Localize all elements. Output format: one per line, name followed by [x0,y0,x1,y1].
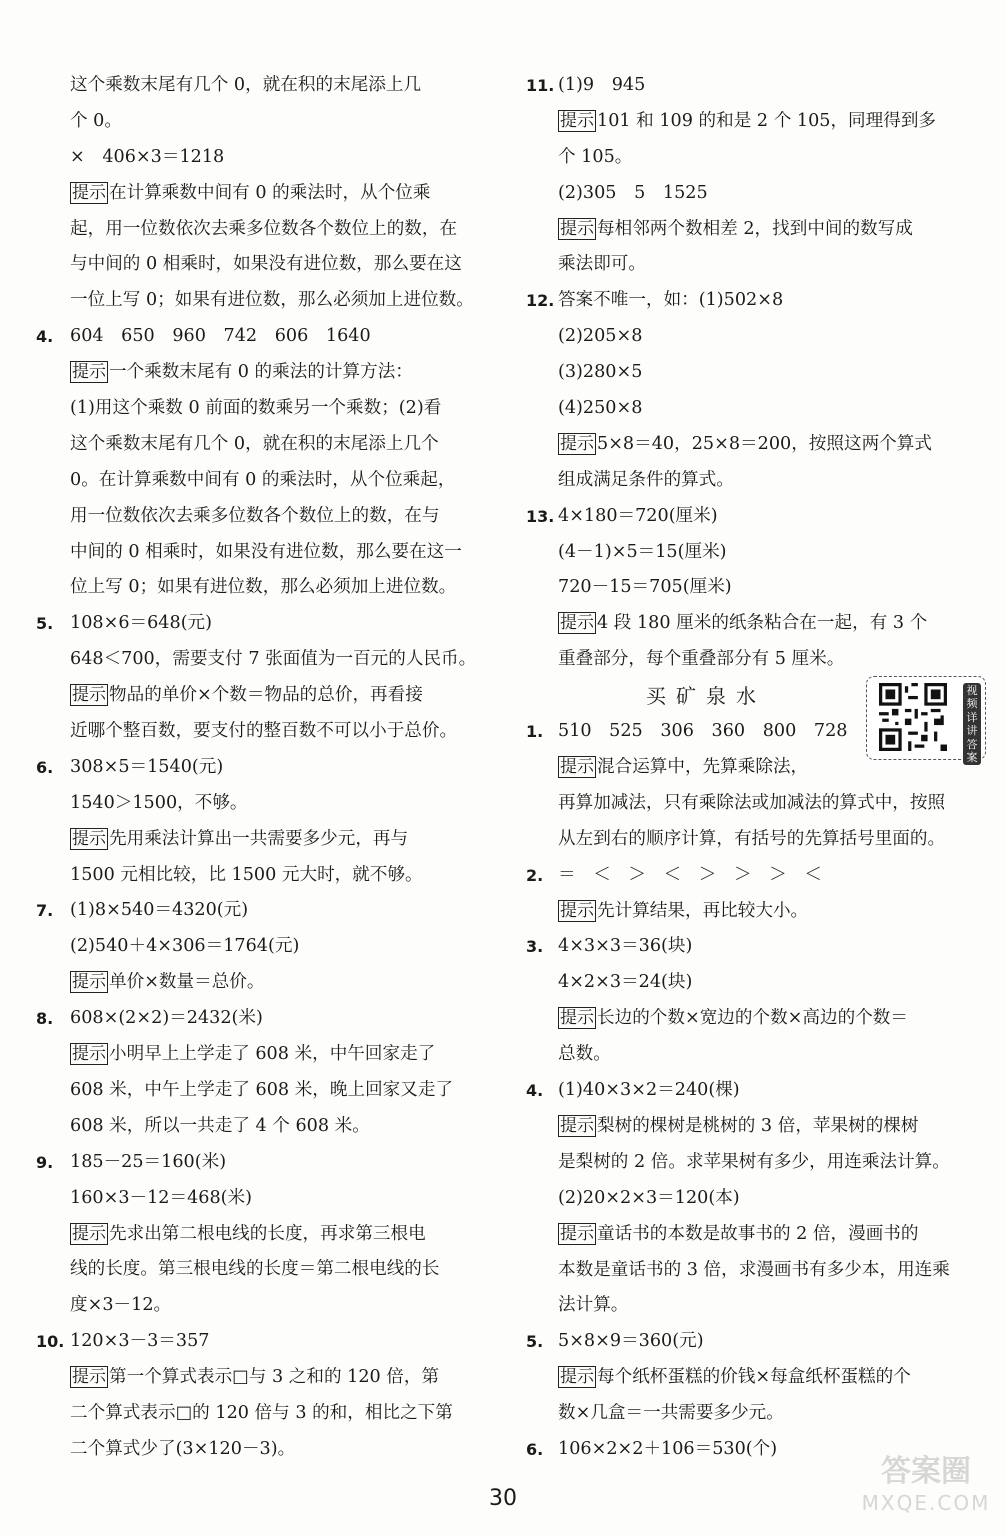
line-content [558,1073,740,1109]
text-line [526,319,988,355]
question-number: 9. [36,1152,54,1172]
line-text: (1)9 945 [558,75,646,95]
text-line [36,212,498,248]
text-line [36,1181,498,1217]
line-text: 108×6＝648(元) [70,613,213,634]
line-content [70,1181,252,1217]
line-text: (1)用这个乘数 0 前面的数乘另一个乘数；(2)看 [70,398,442,419]
line-content [70,1109,370,1145]
line-content [70,319,371,355]
line-text: 小明早上上学走了 608 米，中午回家走了 [109,1044,436,1065]
hint-label: 提示 [72,182,106,203]
line-text: 数×几盒＝一共需要多少元。 [558,1403,784,1424]
line-content [558,140,632,176]
line-content [558,68,645,104]
hint-label: 提示 [560,218,594,239]
text-line [36,1001,498,1037]
text-line [526,176,988,212]
line-content [70,750,223,786]
line-text: 308×5＝1540(元) [70,756,224,777]
line-content [558,499,718,535]
line-content [70,570,456,606]
text-line [526,391,988,427]
text-line [526,427,988,463]
line-text: 长边的个数×宽边的个数×高边的个数＝ [597,1008,908,1029]
line-text: 101 和 109 的和是 2 个 105，同理得到多 [597,110,937,131]
hint-label: 提示 [72,972,106,993]
text-line [526,247,988,283]
line-content [558,1432,777,1468]
page-number: 30 [489,1486,517,1511]
line-text: 120×3－3＝357 [70,1331,210,1352]
line-content [70,68,421,104]
line-text: ＝ ＜ ＞ ＜ ＞ ＞ ＞ ＜ [558,864,822,885]
text-line [36,642,498,678]
text-line [526,283,988,319]
qr-code-icon [873,683,953,751]
line-text: 5×8×9＝360(元) [558,1331,704,1352]
text-line [526,1109,988,1145]
line-text: × 406×3＝1218 [70,146,225,167]
line-content [70,1288,171,1324]
left-column [36,68,498,1468]
text-line [36,1324,498,1360]
line-content [70,929,299,965]
line-text: 二个算式表示□的 120 倍与 3 的和，相比之下第 [70,1402,453,1423]
line-text: 185－25＝160(米) [70,1151,227,1172]
line-text: 度×3－12。 [70,1295,172,1316]
question-number: 3. [526,937,544,957]
line-text: 与中间的 0 相乘时，如果没有进位数，那么要在这 [70,254,462,275]
line-text: 608×(2×2)＝2432(米) [70,1008,263,1029]
line-text: 4×180＝720(厘米) [558,505,718,526]
hint-label: 提示 [72,1044,106,1065]
line-content [70,427,439,463]
text-line [526,894,988,930]
line-content [70,1432,295,1468]
right-column [526,68,988,1468]
line-content [70,893,248,929]
line-content [70,499,439,535]
text-line [526,822,988,858]
line-text: 二个算式少了(3×120－3)。 [70,1438,296,1459]
text-line [526,1253,988,1289]
text-line [526,140,988,176]
text-line [36,319,498,355]
text-line [526,212,988,248]
text-line [36,247,498,283]
hint-label: 提示 [560,1223,594,1244]
line-content [70,642,476,678]
text-line [526,786,988,822]
line-content [70,1145,226,1181]
text-line [36,283,498,319]
line-content [558,104,936,140]
line-content [558,1037,611,1073]
text-line [36,714,498,750]
text-line [36,893,498,929]
text-line [36,427,498,463]
line-content [70,786,248,822]
line-content [558,427,932,463]
line-content [70,1360,439,1396]
text-line [36,858,498,894]
text-line [526,1145,988,1181]
watermark-bottom: MXQE.COM [861,1491,991,1515]
line-content [558,750,808,786]
text-line [36,1288,498,1324]
line-text: 0。在计算乘数中间有 0 的乘法时，从个位乘起， [70,469,456,490]
text-line [36,1073,498,1109]
text-line [36,140,498,176]
text-line [526,929,988,965]
line-content [558,1288,628,1324]
question-number: 12. [526,291,555,311]
text-line [526,965,988,1001]
line-text: 1500 元相比较，比 1500 元大时，就不够。 [70,864,423,885]
line-text: 位上写 0；如果有进位数，那么必须加上进位数。 [70,577,457,598]
line-content [558,786,945,822]
hint-label: 提示 [72,362,106,383]
line-text: (1)40×3×2＝240(棵) [558,1080,740,1101]
line-content [70,822,408,858]
line-content [70,1001,263,1037]
line-text: (2)20×2×3＝120(本) [558,1187,740,1208]
hint-label: 提示 [72,828,106,849]
line-text: 4×2×3＝24(块) [558,972,693,993]
line-content [558,176,708,212]
line-text: (2)540＋4×306＝1764(元) [70,936,300,957]
line-content [70,247,462,283]
line-text: 个 105。 [558,146,633,167]
line-text: 4×3×3＝36(块) [558,936,693,957]
text-line [36,535,498,571]
text-line [36,499,498,535]
text-line [36,1109,498,1145]
text-line [36,750,498,786]
question-number: 4. [36,327,54,347]
text-line [36,786,498,822]
line-text: 720－15＝705(厘米) [558,577,732,598]
line-text: 单价×数量＝总价。 [109,972,265,993]
line-text: 答案不唯一，如：(1)502×8 [558,290,784,311]
line-text: 先求出第二根电线的长度，再求第三根电 [109,1223,426,1244]
hint-label: 提示 [72,685,106,706]
line-content [70,391,441,427]
text-line [526,570,988,606]
text-line [526,355,988,391]
text-line [36,463,498,499]
line-content [558,283,783,319]
text-line [526,606,988,642]
line-text: 混合运算中，先算乘除法， [597,757,809,778]
section-title: 买矿泉水 [646,684,766,709]
line-text: 608 米，中午上学走了 608 米，晚上回家又走了 [70,1079,454,1100]
line-content [558,1253,950,1289]
text-line [526,499,988,535]
text-line [36,1145,498,1181]
line-content [558,1217,918,1253]
line-text: 是梨树的 2 倍。求苹果树有多少，用连乘法计算。 [558,1151,950,1172]
line-content [558,1001,908,1037]
line-content [558,535,727,571]
line-text: 起，用一位数依次去乘多位数各个数位上的数，在 [70,218,458,239]
line-text: (4)250×8 [558,398,643,419]
line-content [70,714,457,750]
text-line [526,1288,988,1324]
line-content [70,1037,435,1073]
line-text: 童话书的本数是故事书的 2 倍，漫画书的 [597,1223,919,1244]
line-text: (4－1)×5＝15(厘米) [558,541,727,562]
line-text: 物品的单价×个数＝物品的总价，再看接 [109,685,423,706]
question-number: 1. [526,722,544,742]
line-text: 一个乘数末尾有 0 的乘法的计算方法： [109,362,413,383]
text-line [526,1360,988,1396]
text-line [526,68,988,104]
text-line [526,535,988,571]
hint-label: 提示 [560,900,594,921]
text-line [526,1073,988,1109]
line-text: (3)280×5 [558,362,643,383]
text-line [36,965,498,1001]
text-line [526,104,988,140]
line-content [558,355,642,391]
hint-label: 提示 [560,613,594,634]
text-line [36,1432,498,1468]
line-text: 这个乘数末尾有几个 0，就在积的末尾添上几 [70,75,422,95]
text-line [36,822,498,858]
text-line [36,1396,498,1432]
question-number: 6. [526,1439,544,1459]
text-line [36,1252,498,1288]
hint-label: 提示 [560,757,594,778]
line-text: 在计算乘数中间有 0 的乘法时，从个位乘 [109,182,431,203]
qr-label: 视频详讲答案 [963,683,981,765]
text-line [36,606,498,642]
line-content [558,1109,918,1145]
question-number: 13. [526,506,555,526]
line-content [558,822,945,858]
line-text: 160×3－12＝468(米) [70,1187,252,1208]
line-text: 近哪个整百数，要支付的整百数不可以小于总价。 [70,721,458,742]
line-text: 106×2×2＋106＝530(个) [558,1438,778,1459]
text-line [526,1181,988,1217]
line-text: 每个纸杯蛋糕的价钱×每盒纸杯蛋糕的个 [597,1367,911,1388]
line-text: 每相邻两个数相差 2，找到中间的数写成 [597,218,913,239]
text-line [526,1217,988,1253]
text-line [526,463,988,499]
line-text: 510 525 306 360 800 728 [558,721,848,742]
line-text: 线的长度。第三根电线的长度＝第二根电线的长 [70,1259,440,1280]
line-content [558,606,927,642]
line-text: 5×8＝40，25×8＝200，按照这两个算式 [597,433,932,454]
text-line [526,858,988,894]
line-content [558,247,646,283]
answers-11-13 [526,68,988,678]
line-text: 从左到右的顺序计算，有括号的先算括号里面的。 [558,828,946,849]
line-text: 一位上写 0；如果有进位数，那么必须加上进位数。 [70,290,474,311]
line-text: 总数。 [558,1044,611,1065]
hint-label: 提示 [72,1223,106,1244]
hint-label: 提示 [560,110,594,131]
text-line [526,1396,988,1432]
text-line [36,391,498,427]
line-text: 本数是童话书的 3 倍，求漫画书有多少本，用连乘 [558,1259,950,1280]
line-text: 组成满足条件的算式。 [558,469,734,490]
hint-label: 提示 [560,1367,594,1388]
hint-label: 提示 [72,1367,106,1388]
line-text: 第一个算式表示□与 3 之和的 120 倍，第 [109,1367,440,1388]
question-number: 11. [526,76,555,95]
line-text: 乘法即可。 [558,254,646,275]
line-content [70,283,474,319]
line-content [70,965,265,1001]
line-content [558,1396,784,1432]
line-content [558,858,822,894]
line-content [70,176,430,212]
line-text: 中间的 0 相乘时，如果没有进位数，那么要在这一 [70,541,462,562]
line-text: 法计算。 [558,1295,629,1316]
line-content [558,642,844,678]
text-line [526,642,988,678]
question-number: 8. [36,1009,54,1029]
line-content [558,929,692,965]
line-text: 梨树的棵树是桃树的 3 倍，苹果树的棵树 [597,1115,919,1136]
text-line [36,176,498,212]
hint-label: 提示 [560,1008,594,1029]
line-content [70,1073,453,1109]
text-line [36,355,498,391]
text-line [36,678,498,714]
line-content [558,570,732,606]
text-line [36,104,498,140]
line-text: 再算加减法，只有乘除法或加减法的算式中，按照 [558,792,946,813]
question-number: 5. [36,614,54,634]
text-line [526,1324,988,1360]
line-content [558,1181,740,1217]
qr-code-box[interactable] [866,676,986,765]
line-content [558,894,808,930]
line-text: 先计算结果，再比较大小。 [597,900,809,921]
answers-mai-kuangquanshui [526,714,988,1468]
line-content [70,678,423,714]
line-content [70,606,212,642]
line-content [70,1252,439,1288]
line-text: 648＜700，需要支付 7 张面值为一百元的人民币。 [70,649,477,670]
line-content [558,1145,950,1181]
line-text: 604 650 960 742 606 1640 [70,326,371,347]
line-text: 重叠部分，每个重叠部分有 5 厘米。 [558,649,845,670]
line-content [70,535,462,571]
line-text: 个 0。 [70,110,122,131]
text-line [36,1360,498,1396]
line-content [558,319,642,355]
line-content [558,463,734,499]
hint-label: 提示 [560,433,594,454]
question-number: 6. [36,757,54,777]
text-line [36,1037,498,1073]
question-number: 7. [36,901,54,921]
line-content [70,355,413,391]
question-number: 5. [526,1332,544,1352]
line-content [558,1360,911,1396]
text-line [526,1037,988,1073]
line-content [558,714,847,750]
line-content [558,1324,704,1360]
line-content [70,1217,426,1253]
line-text: (2)205×8 [558,326,643,347]
question-number: 4. [526,1081,544,1101]
line-content [70,1324,209,1360]
line-content [558,965,692,1001]
line-text: 4 段 180 厘米的纸条粘合在一起，有 3 个 [597,613,928,634]
text-line [36,929,498,965]
line-content [70,212,457,248]
line-text: 先用乘法计算出一共需要多少元，再与 [109,828,409,849]
watermark-top: 答案圈 [881,1454,971,1489]
line-text: 用一位数依次去乘多位数各个数位上的数，在与 [70,505,440,526]
text-line [36,68,498,104]
question-number: 2. [526,865,544,885]
line-text: 608 米，所以一共走了 4 个 608 米。 [70,1115,370,1136]
line-text: (2)305 5 1525 [558,182,708,203]
text-line [36,1217,498,1253]
line-content [70,463,455,499]
text-line [36,570,498,606]
line-text: (1)8×540＝4320(元) [70,900,249,921]
line-content [558,391,642,427]
line-text: 这个乘数末尾有几个 0，就在积的末尾添上几个 [70,433,439,454]
hint-label: 提示 [560,1115,594,1136]
question-number: 10. [36,1332,65,1352]
watermark-logo [856,1454,996,1524]
text-line [526,1001,988,1037]
line-text: 1540＞1500，不够。 [70,792,248,813]
line-content [70,858,423,894]
line-content [70,104,122,140]
line-content [70,140,224,176]
line-content [558,212,913,248]
line-content [70,1396,453,1432]
